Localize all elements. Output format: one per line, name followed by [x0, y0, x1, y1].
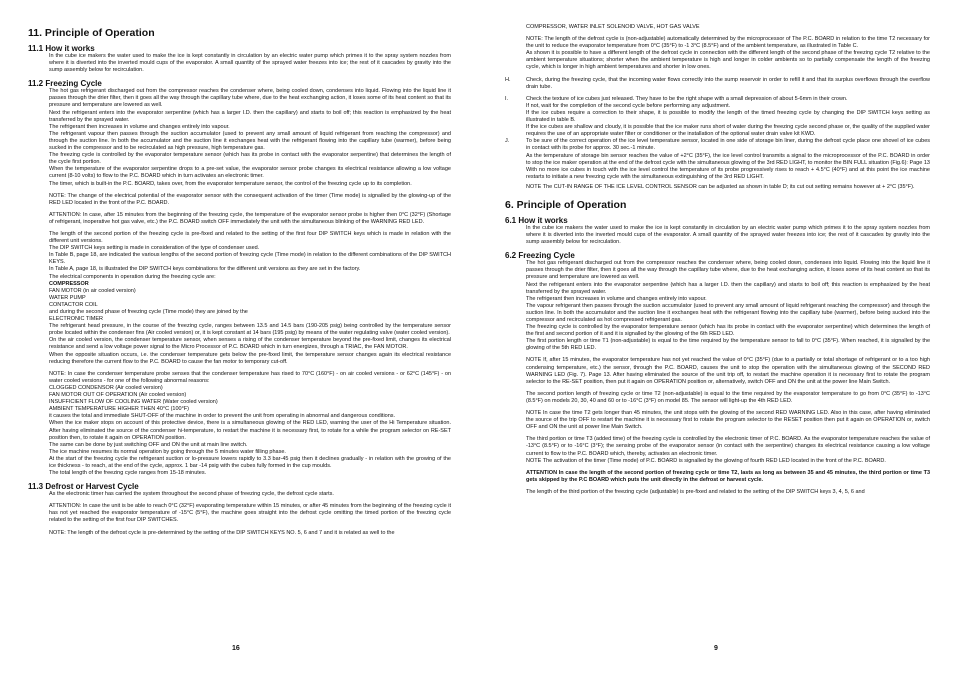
subsection-title: 11.1 How it works	[28, 44, 95, 53]
note-line: At the start of the freezing cycle the refrigerant suction or lo-pressure lowers rapidly to 3.3 bar-45 psig then it declines gradually - in relation with the growing of the ice thickness - to reach, at the end of the cycle, approx. 1 bar -14 psig with the cubes fully formed in the cup moulds.	[49, 455, 451, 469]
step-h	[505, 77, 930, 91]
page-number: 16	[232, 645, 240, 652]
paragraph: Check the texture of ice cubes just released. They have to be the right shape with a small depression of about 5-6mm in their crown.	[526, 95, 848, 102]
paragraph: The second portion length of freezing cycle or time T2 (non-adjustable) is equal to the time required by the evaporator temperature to go from 0°C (35°F) to -13°C (8.5°F) on models 20, 30, 40 and 60 or to -16°C (3°F) on model 85. The sensor will light-up the 4th RED LED.	[526, 390, 930, 404]
paragraph: The vapour refrigerant then passes through the suction accumulator (used to prevent any small amount of liquid refrigerant reaching the compressor) and through the suction line. In both the accumulator and the suction line it exchanges heat with the refrigerant flowing into the capillary tube (warmer), before being sucked into the compressor and recirculated as hot compressed refrigerant gas.	[526, 302, 930, 323]
left-page-content	[28, 24, 451, 537]
note: NOTE If, after 15 minutes, the evaporator temperature has not yet reached the value of 0°C (35°F) (due to a partially or total shortage of refrigerant or to a too high condensing temperature, etc.) the sensor, through the P.C. BOARD, causes the unit to stop the operation with the simultaneous glowing of the SECOND RED WARNING LED (Fig. 7). Page 13. After having eliminated the source of the unit trip off, to restart the machine operation it is necessary first to rotate the program selector to the RE-SET position, then put it again on OPERATION position or, alternatively, switch OFF and ON the unit at the power line Main Switch.	[526, 357, 930, 385]
right-page	[477, 0, 954, 675]
continued-text	[505, 24, 930, 72]
step-letter: J.	[505, 138, 510, 145]
paragraph: To be sure of the correct operation of the ice level temperature sensor, located in one side of storage bin liner, during the defrost cycle place one shovel of ice cubes in contact with its probe for approx. 30 sec.-1 minute.	[526, 138, 930, 152]
paragraph: As shown it is possible to have a different length of the defrost cycle in connection with the different length of the second phase of the freezing cycle T2 relative to the ambient temperature situations; shorter when the ambient temperature is high and longer in colder ambients so to partially compensate the length of the freezing cycle, which is longer in high ambient temperatures and shorter in low ones.	[526, 50, 930, 71]
subsection-title: 11.2 Freezing Cycle	[28, 79, 102, 89]
subsection-body	[28, 491, 451, 536]
paragraph: The third portion or time T3 (added time) of the freezing cycle is controlled by the electronic timer of P.C. BOARD. As the evaporator temperature reaches the value of -13°C (8.5°F) or to -16°C (3°F); the sensing probe of the evaporator sensor (in contact with the serpentine) changes its electrical resistance causing a low voltage current to flow to the P.C. BOARD which, thereby, activates an electronic timer.	[526, 436, 930, 457]
paragraph: If the ice cubes are shallow and cloudy, it is possible that the ice maker runs short of water during the freezing cycle second phase or, the quality of the supplied water requires the use of an appropriate water filter or conditioner or the installation of the optional water drain valve kit KWD.	[526, 124, 930, 138]
paragraph: In the cube ice makers the water used to make the ice is kept constantly in circulation by an electric water pump which primes it to the spray system nozzles from where it is diverted into the inverted mould cups of the evaporator. A small quantity of the sprayed water freezes into ice; the rest of it cascades by gravity into the sump assembly below for recirculation.	[49, 53, 451, 74]
note: NOTE: The change of the electrical potential of the evaporator sensor with the consequent activation of the timer (Time mode) is signalled by the glowing-up of the RED LED located in the front of the P.C. BOARD.	[49, 192, 451, 206]
paragraph: When the temperature of the evaporator serpentine drops to a pre-set value, the evaporator sensor probe changes its electrical resistance allowing a low voltage current (8-10 volts) to flow to the P.C. BOARD which in turn activates an electronic timer.	[49, 166, 451, 180]
note: NOTE: In case the condenser temperature probe senses that the condenser temperature has rised to 70°C (160°F) - on air cooled versions - or 62°C (145°F) - on water cooled versions - for one of the following abnormal reasons:	[49, 370, 451, 384]
paragraph: With no more ice cubes in touch with the ice level control the temperature of its probe progressively rises to reach + 4.5°C (40°F) and at this point the ice machine restarts to initiate a new freezing cycle with the simultaneous extinguishing of the 3rd RED LIGHT.	[526, 166, 930, 180]
paragraph: and during the second phase of freezing cycle (Time mode) they are joined by the	[49, 309, 248, 315]
paragraph: COMPRESSOR, WATER INLET SOLENOID VALVE, HOT GAS VALVE	[526, 24, 700, 30]
note-line: When the ice maker stops on account of this protective device, there is a simultaneous glowing of the RED LED, warning the user of the Hi Temperature situation. After having eliminated the source of the condenser hi-temperature, to restart the machine it is necessary first, to rotate for a while the program selector on RE-SET position then, to rotate it again on OPERATION position.	[49, 420, 451, 441]
paragraph: The hot gas refrigerant discharged out from the compressor reaches the condenser where, being cooled down, condenses into liquid. Flowing into the liquid line it passes through the drier filter, then it goes all the way through the capillary tube where, due to the heat exchanging action, it loses some of its heat content so that its pressure and temperature are lowered as well.	[49, 88, 451, 109]
note-line: it causes the total and immediate SHUT-OFF of the machine in order to prevent the unit from operating in abnormal and dangerous conditions.	[49, 413, 396, 420]
note: NOTE In case the time T2 gets longer than 45 minutes, the unit stops with the glowing of the second RED WARNING LED. Also in this case, after having eliminated the source of the trip OFF to restart the machine it is necessary first to rotate the program selector to the RESET position then put it again on OPERATION or, switch OFF and ON the unit at power line Main Switch.	[526, 410, 930, 431]
paragraph: The freezing cycle is controlled by the evaporator temperature sensor (which has its probe in contact with the evaporator serpentine) which determines the length of the first and second portion of it and it is signalled by the glowing of the 6th RED LED.	[526, 324, 930, 338]
section-title: 6. Principle of Operation	[505, 198, 627, 211]
paragraph: On the air cooled version, the condenser temperature sensor, when senses a rising of the condenser temperature beyond the pre-fixed limit, changes its electrical resistance and send a low voltage power signal to the Micro Processor of P.C. BOARD which in turn energizes, through a TRIAC, the FAN MOTOR.	[49, 337, 451, 351]
attention-note: ATTENTION: In case the unit is be able to reach 0°C (32°F) evaporating temperature within 15 minutes, or after 45 minutes from the beginning of the freezing cycle it has not yet reached the evaporator temperature of -15°C (5°F), the machine goes straight into the defrost cycle omitting the timed portion of the freezing cycle related to the setting of the first four DIP SWITCHES.	[49, 503, 451, 524]
paragraph: The length of the third portion of the freezing cycle (adjustable) is pre-fixed and related to the setting of the DIP SWITCH keys 3, 4, 5, 6 and	[526, 488, 865, 495]
subsection-body	[28, 88, 451, 477]
right-page-content	[505, 24, 930, 496]
note: NOTE The CUT-IN RANGE OF THE ICE LEVEL CONTROL SENSOR can be adjusted as shown in table D; its cut out setting remains however at + 2°C (35°F).	[526, 183, 915, 190]
paragraph: The refrigerant vapour then passes through the suction accumulator (used to prevent any small amount of liquid refrigerant from reaching the compressor) and through the suction line. In both the accumulator and the suction line it exchanges heat with the refrigerant flowing into the capillary tube (warmer), before being sucked in the compressor and to be recirculated as high pressure, high temperature gas.	[49, 130, 451, 152]
paragraph: The first portion length or time T1 (non-adjustable) is equal to the time required by the temperature sensor to fall to 0°C (35°F). When reached, it is signalled by the glowing of the 5th RED LED.	[526, 338, 930, 352]
note: NOTE: The length of the defrost cycle is pre-determined by the setting of the DIP SWITCH KEYS NO. 5, 6 and 7 and it is related as well to the	[49, 529, 395, 536]
paragraph: In Table B, page 18, are indicated the various lengths of the second portion of freezing cycle (Time mode) in relation to the different combinations of the DIP SWITCH KEYS.	[49, 252, 451, 266]
step-body	[526, 138, 930, 191]
paragraph: The timer, which is built-in the P.C. BOARD, takes over, from the evaporator temperature sensor, the control of the freezing cycle up to its completion.	[49, 180, 412, 187]
paragraph: The refrigerant head pressure, in the course of the freezing cycle, ranges between 13.5 and 14.5 bars (190-205 psig) being controlled by the temperature sensor probe located within the condenser fins (Air cooled version) or, it is kept constant at 14 bars (195 psig) by means of the water regulating valve (water cooled version).	[49, 323, 451, 337]
note-line: The total length of the freezing cycle ranges from 15-18 minutes.	[49, 470, 207, 477]
paragraph: The hot gas refrigerant discharged out from the compressor reaches the condenser where, being cooled down, condenses into liquid. Flowing into the liquid line it passes through the drier filter, then it goes all the way through the capillary tube where, due to the heat exchanging action, it loses some of its heat content so that its pressure and temperature are lowered as well.	[526, 260, 930, 281]
note-line: INSUFFICIENT FLOW OF COOLING WATER (Water cooled version)	[49, 399, 218, 406]
paragraph: In Table A, page 18, is illustrated the DIP SWITCH keys combinations for the different unit versions as they are set in the factory.	[49, 266, 361, 273]
step-j	[505, 138, 930, 191]
paragraph: The DIP SWITCH keys setting is made in consideration of the type of condenser used.	[49, 245, 260, 252]
note: NOTE The activation of the timer (Time mode) of P.C. BOARD is signalled by the glowing of fourth RED LED located in the front of the P.C. BOARD.	[526, 457, 886, 464]
subsection-title: 6.2 Freezing Cycle	[505, 251, 575, 261]
note-line: The same can be done by just switching OFF and ON the unit at main line switch.	[49, 441, 248, 448]
paragraph: In the cube ice makers the water used to make the ice is kept constantly in circulation by an electric water pump which primes it to the spray system nozzles from where it is diverted into the inverted mould cups of the evaporator. A small quantity of the sprayed water freezes into ice; the rest of it cascades by gravity into the sump assembly below for recirculation.	[526, 224, 930, 246]
paragraph: As the temperature of storage bin sensor reaches the value of +2°C (35°F), the ice level control transmits a signal to the microprocessor of the P.C. BOARD in order to stop the ice maker operation at the end of the defrost cycle with the simultaneous glowing of the 3rd RED LIGHT, to monitor the BIN FULL situation (Fig.6): Page 13	[526, 152, 930, 166]
note-line: AMBIENT TEMPERATURE HIGHER THEN 40°C (100°F)	[49, 406, 189, 413]
paragraph: Next the refrigerant enters into the evaporator serpentine (which has a larger I.D. then the capillary) and starts to boil off; this reaction is emphasized by the heat transferred by the sprayed water.	[49, 109, 451, 123]
step-letter: I.	[505, 95, 509, 102]
note-line: The ice machine resumes its normal operation by going through the 5 minutes water filling phase.	[49, 448, 286, 455]
subsection-body	[505, 225, 930, 246]
paragraph: If not, wait for the completion of the second cycle before performing any adjustment.	[526, 102, 731, 109]
step-i	[505, 96, 930, 139]
section-title: 11. Principle of Operation	[28, 27, 155, 39]
note-line: CLOGGED CONDENSOR (Air cooled version)	[49, 384, 163, 391]
note-line: FAN MOTOR OUT OF OPERATION (Air cooled version)	[49, 392, 187, 399]
paragraph: The refrigerant then increases in volume and changes entirely into vapour.	[526, 295, 707, 302]
component-item: COMPRESSOR	[49, 280, 89, 287]
subsection-title: 11.3 Defrost or Harvest Cycle	[28, 482, 139, 492]
paragraph: The refrigerant then increases in volume and changes entirely into vapour.	[49, 123, 230, 130]
component-item: FAN MOTOR (in air cooled version)	[49, 287, 136, 294]
note: NOTE: The length of the defrost cycle is (non-adjustable) automatically determined by the microprocessor of The P.C. BOARD in relation to the time T2 necessary for the unit to reduce the evaporator temperature from 0°C (35°F) to -1 3°C (8.5°F) and of the ambient temperature, as illustrated in Table C.	[526, 36, 930, 50]
attention-note: ATTENTION In case the length of the second portion of freezing cycle or time T2, lasts as long as between 35 and 45 minutes, the third portion or time T3 gets skipped by the P.C BOARD which puts the unit directly in the defrost or harvest cycle.	[526, 469, 930, 483]
component-item: CONTACTOR COIL	[49, 301, 98, 308]
component-item: WATER PUMP	[49, 294, 86, 301]
step-body	[526, 77, 930, 91]
paragraph: The electrical components in operation during the freezing cycle are:	[49, 273, 216, 280]
subsection-title: 6.1 How it works	[505, 215, 568, 225]
step-body	[526, 96, 930, 139]
subsection-body	[505, 260, 930, 496]
paragraph: Check, during the freezing cycle, that the incoming water flows correctly into the sump reservoir in order to refill it and that its surplus overflows through the overflow drain tube.	[526, 76, 930, 90]
attention-note: ATTENTION: In case, after 15 minutes from the beginning of the freezing cycle, the temperature of the evaporator sensor probe is higher then 0°C (32°F) (Shortage of refrigerant, inoperative hot gas valve, etc.) the P.C. BOARD switch OFF immediately the unit with the simultaneous blinking of the WARNING RED LED.	[49, 211, 451, 225]
paragraph: The freezing cycle is controlled by the evaporator temperature sensor (which has its probe in contact with the evaporator serpentine) that determines the length of the cycle first portion.	[49, 152, 451, 166]
paragraph: When the opposite situation occurs, i.e. the condenser temperature gets below the pre-fixed limit, the temperature sensor changes again its electrical resistance reducing therefore the current flow to the P.C. BOARD to cause the fan motor to temporary cut-off.	[49, 351, 451, 365]
subsection-body	[28, 53, 451, 74]
step-letter: H.	[505, 76, 511, 83]
component-item: ELECTRONIC TIMER	[49, 316, 103, 323]
page-number: 9	[714, 645, 718, 652]
paragraph: Next the refrigerant enters into the evaporator serpentine (which has a larger I.D. then the capillary) and starts to boil off; this reaction is emphasized by the heat transferred by the sprayed water.	[526, 281, 930, 295]
paragraph: As the electronic timer has carried the system throughout the second phase of freezing cycle, the defrost cycle starts.	[49, 491, 334, 498]
paragraph: The length of the second portion of the freezing cycle is pre-fixed and related to the setting of the first four DIP SWITCH keys which is made in relation with the different unit versions.	[49, 230, 451, 245]
paragraph: If the ice cubes require a correction to their shape, it is possible to modify the length of the timed freezing cycle by changing the DIP SWITCH keys setting as illustrated in table B.	[526, 109, 930, 124]
